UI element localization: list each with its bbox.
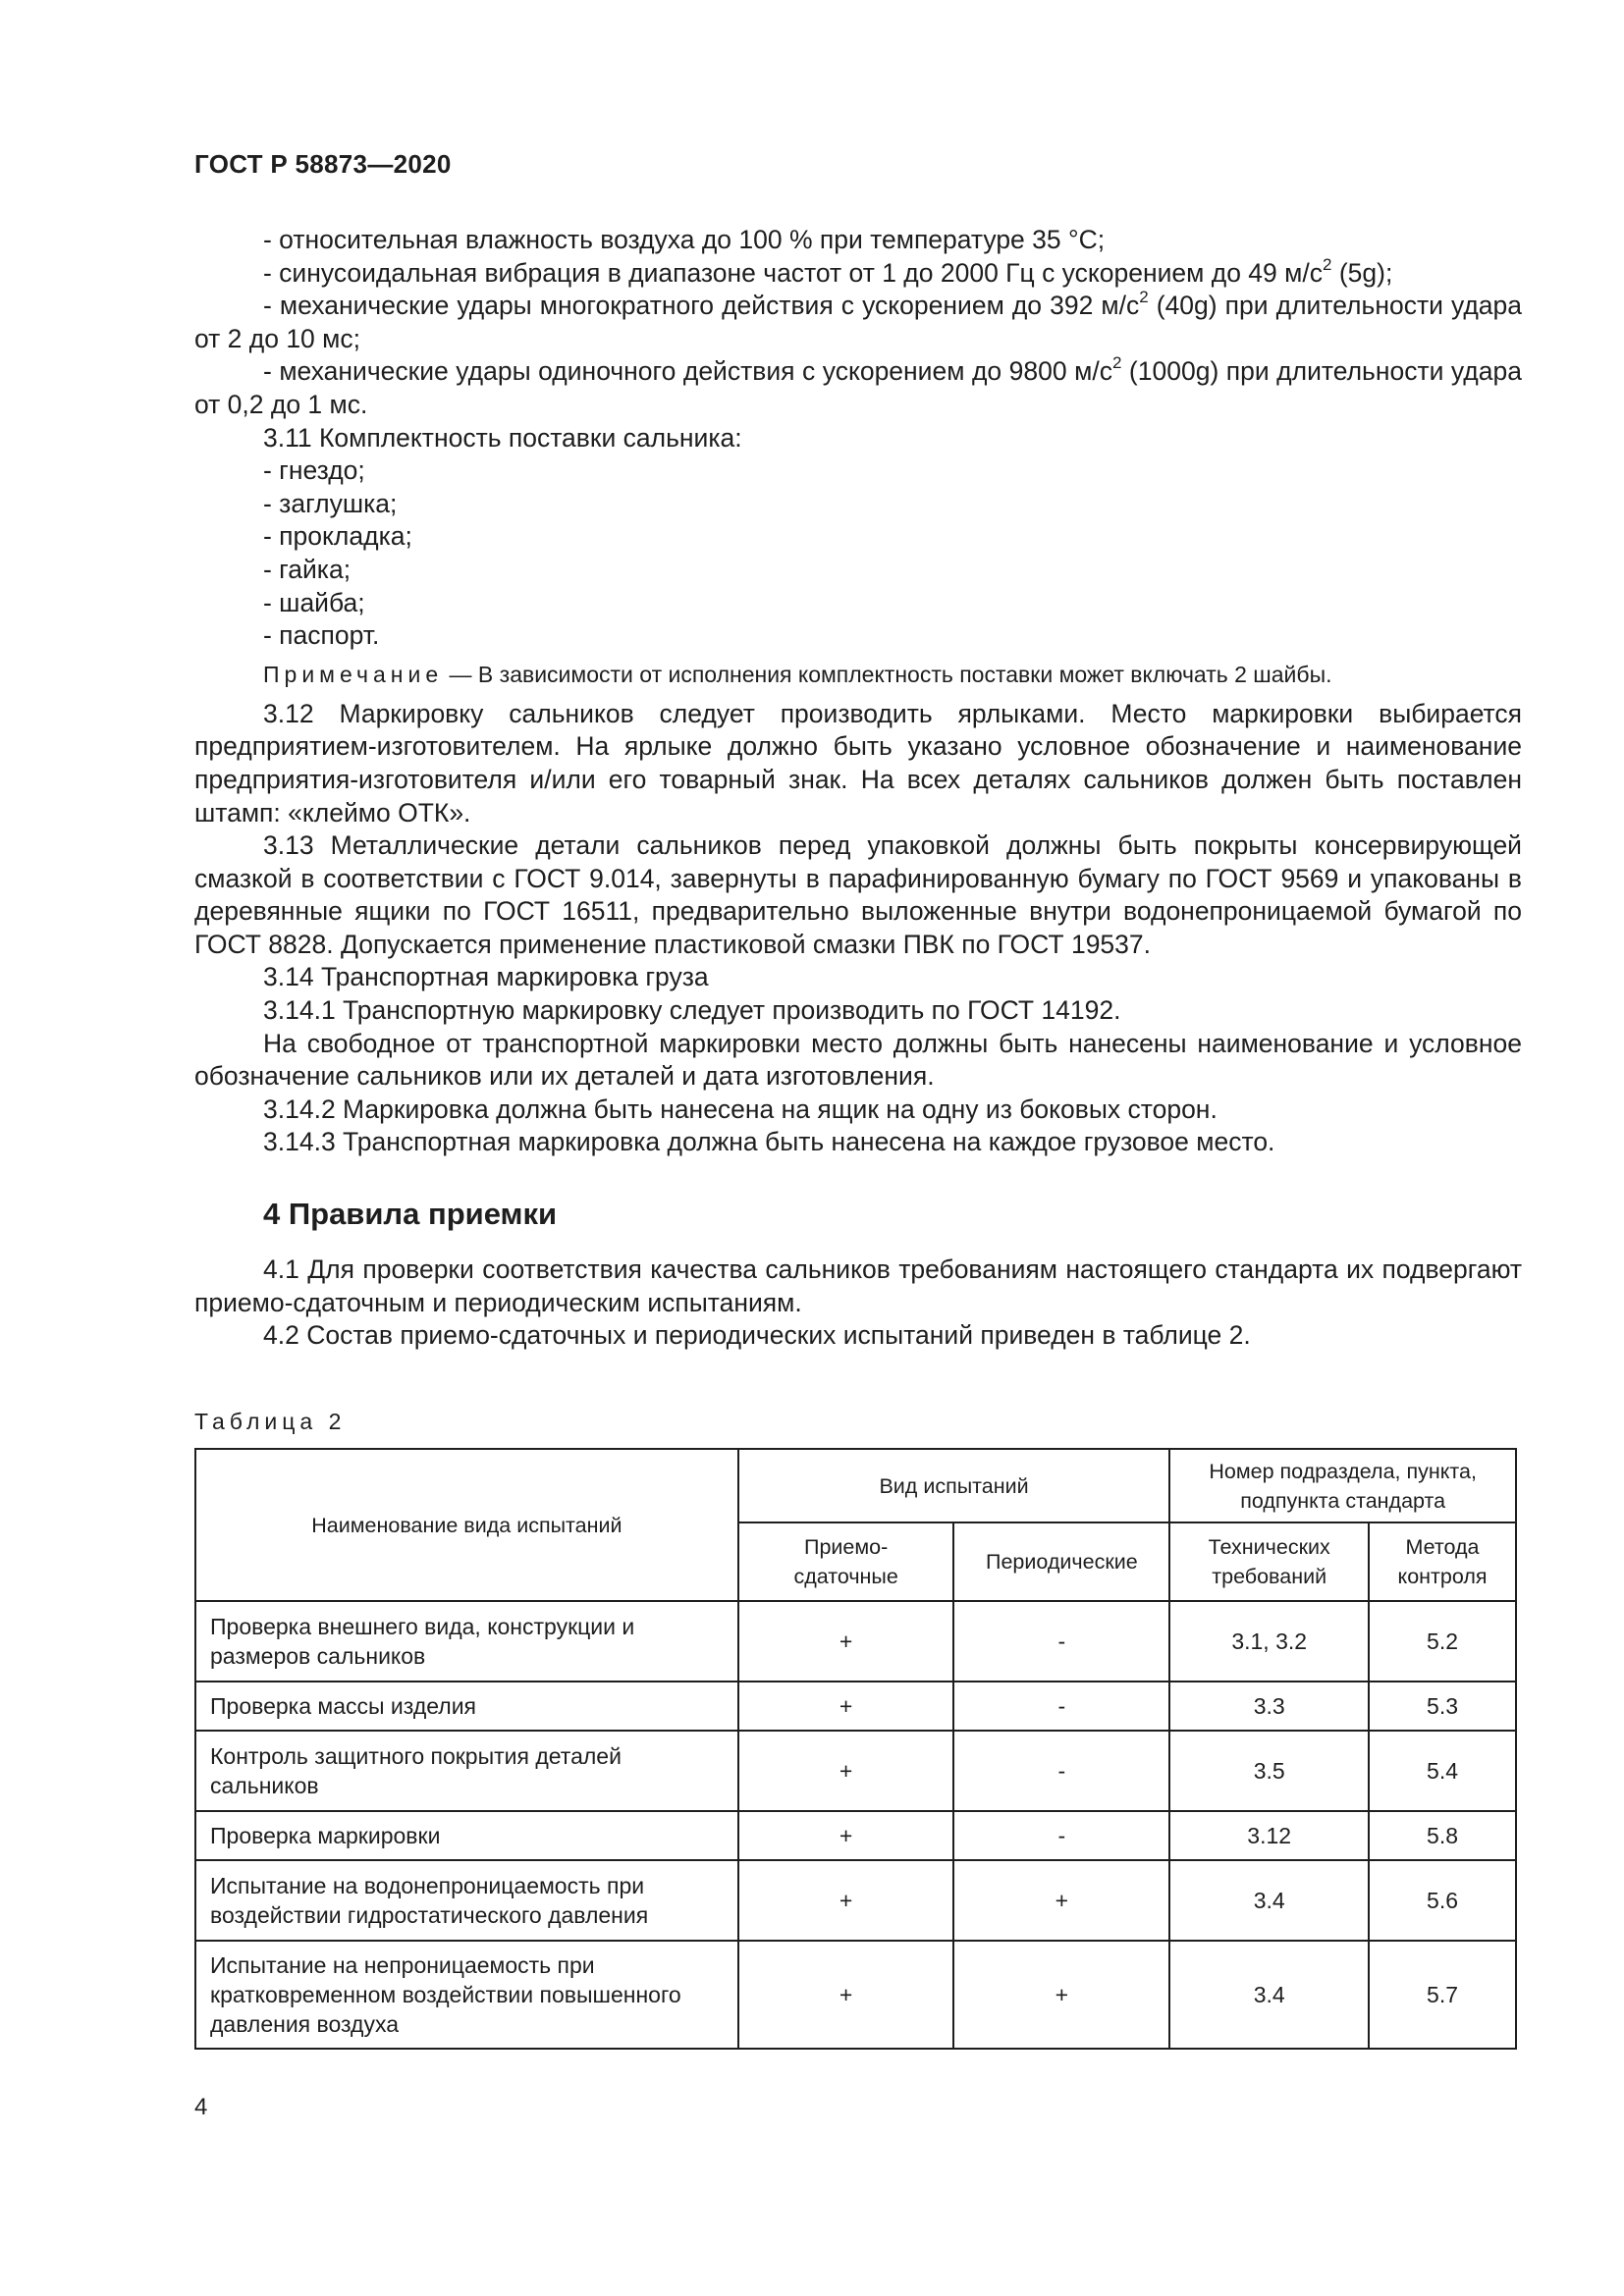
cell-method: 5.8 — [1369, 1811, 1516, 1860]
table-header-row — [195, 1449, 1516, 1522]
cell-periodic: + — [953, 1941, 1169, 2049]
body-text — [194, 224, 1522, 1353]
kit-item: - гайка; — [263, 554, 352, 584]
cell-periodic: - — [953, 1682, 1169, 1731]
note-text: — В зависимости от исполнения комплектность поставки может включать 2 шайбы. — [443, 661, 1332, 687]
tests-table — [194, 1448, 1517, 2050]
cell-method: 5.4 — [1369, 1731, 1516, 1811]
table-row — [195, 1601, 1516, 1682]
table-row — [195, 1941, 1516, 2049]
cell-periodic: - — [953, 1731, 1169, 1811]
header-section-number: Номер подраздела, пункта, подпункта стандарта — [1169, 1449, 1516, 1522]
page-number: 4 — [194, 2094, 208, 2120]
kit-item: - прокладка; — [263, 521, 412, 552]
kit-item: - паспорт. — [263, 620, 380, 651]
paragraph-4-2: 4.2 Состав приемо-сдаточных и периодических испытаний приведен в таблице 2. — [263, 1320, 1251, 1351]
section-title: 4 Правила приемки — [263, 1197, 558, 1232]
cell-acceptance: + — [738, 1941, 954, 2049]
kit-item: - гнездо; — [263, 455, 365, 486]
paragraph-3-14-1: 3.14.1 Транспортную маркировку следует производить по ГОСТ 14192. — [263, 995, 1121, 1026]
cell-method: 5.3 — [1369, 1682, 1516, 1731]
note — [263, 659, 1522, 690]
bullet-multiple-shock: - механические удары многократного действия с ускорением до 392 $м/с^2$ (40g) при длительности удара от 2 до 10 мс; — [194, 288, 1522, 353]
bullet-vibration: - синусоидальная вибрация в диапазоне частот от 1 до 2000 Гц с ускорением до 49 $м/с^2$ (5g); — [263, 254, 1393, 288]
cell-periodic: - — [953, 1811, 1169, 1860]
cell-name: Проверка маркировки — [195, 1811, 738, 1860]
table-row — [195, 1811, 1516, 1860]
cell-name: Испытание на водонепроницаемость при воздействии гидростатического давления — [195, 1860, 738, 1941]
cell-acceptance: + — [738, 1601, 954, 1682]
standard-header: ГОСТ Р 58873—2020 — [194, 149, 452, 179]
cell-tech: 3.12 — [1169, 1811, 1369, 1860]
cell-name: Проверка внешнего вида, конструкции и размеров сальников — [195, 1601, 738, 1682]
bullet-humidity: - относительная влажность воздуха до 100 % при температуре 35 °С; — [263, 225, 1106, 254]
table-row — [195, 1682, 1516, 1731]
cell-method: 5.7 — [1369, 1941, 1516, 2049]
cell-tech: 3.4 — [1169, 1860, 1369, 1941]
header-test-name: Наименование вида испытаний — [195, 1449, 738, 1601]
kit-item: - шайба; — [263, 587, 365, 617]
paragraph-3-14-2: 3.14.2 Маркировка должна быть нанесена на ящик на одну из боковых сторон. — [263, 1094, 1218, 1124]
table-row — [195, 1860, 1516, 1941]
cell-name: Контроль защитного покрытия деталей сальников — [195, 1731, 738, 1811]
note-label: Примечание — [263, 661, 444, 687]
kit-item: - заглушка; — [263, 488, 398, 518]
header-tech-req: Технических требований — [1169, 1522, 1369, 1601]
header-test-type: Вид испытаний — [738, 1449, 1169, 1522]
cell-acceptance: + — [738, 1682, 954, 1731]
paragraph-3-11: 3.11 Комплектность поставки сальника: — [263, 422, 742, 453]
cell-name: Проверка массы изделия — [195, 1682, 738, 1731]
paragraph-3-14-3: 3.14.3 Транспортная маркировка должна быть нанесена на каждое грузовое место. — [263, 1127, 1275, 1157]
cell-tech: 3.1, 3.2 — [1169, 1601, 1369, 1682]
paragraph-3-13: 3.13 Металлические детали сальников перед упаковкой должны быть покрыты консервирующей смазкой в соответствии с ГОСТ 9.014, завернуты в парафинированную бумагу по ГОСТ 9569 и упакованы в деревянные ящики по ГОСТ 16511, предварительно выложенные внутри водонепроницаемой бумагой по ГОСТ 8828. Допускается применение пластиковой смазки ПВК по ГОСТ 19537. — [194, 830, 1522, 959]
paragraph-4-1: 4.1 Для проверки соответствия качества сальников требованиям настоящего стандарта их подвергают приемо-сдаточным и периодическим испытаниям. — [194, 1255, 1522, 1317]
cell-acceptance: + — [738, 1731, 954, 1811]
header-periodic: Периодические — [953, 1522, 1169, 1601]
cell-tech: 3.3 — [1169, 1682, 1369, 1731]
paragraph-3-12: 3.12 Маркировку сальников следует производить ярлыками. Место маркировки выбирается предприятием-изготовителем. На ярлыке должно быть указано условное обозначение и наименование предприятия-изготовителя и/или его товарный знак. На всех деталях сальников должен быть поставлен штамп: «клеймо ОТК». — [194, 698, 1522, 828]
header-method: Метода контроля — [1369, 1522, 1516, 1601]
cell-name: Испытание на непроницаемость при кратковременном воздействии повышенного давления воздуха — [195, 1941, 738, 2049]
cell-periodic: + — [953, 1860, 1169, 1941]
cell-acceptance: + — [738, 1811, 954, 1860]
paragraph-3-14-1-cont: На свободное от транспортной маркировки место должны быть нанесены наименование и условное обозначение сальников или их деталей и дата изготовления. — [194, 1028, 1522, 1092]
paragraph-3-14: 3.14 Транспортная маркировка груза — [263, 962, 709, 992]
cell-tech: 3.5 — [1169, 1731, 1369, 1811]
cell-periodic: - — [953, 1601, 1169, 1682]
bullet-single-shock: - механические удары одиночного действия с ускорением до 9800 $м/с^2$ (1000g) при длительности удара от 0,2 до 1 мс. — [194, 353, 1522, 419]
cell-tech: 3.4 — [1169, 1941, 1369, 2049]
cell-acceptance: + — [738, 1860, 954, 1941]
cell-method: 5.2 — [1369, 1601, 1516, 1682]
header-acceptance: Приемо-сдаточные — [738, 1522, 954, 1601]
cell-method: 5.6 — [1369, 1860, 1516, 1941]
table-row — [195, 1731, 1516, 1811]
table-caption: Таблица 2 — [194, 1409, 347, 1434]
